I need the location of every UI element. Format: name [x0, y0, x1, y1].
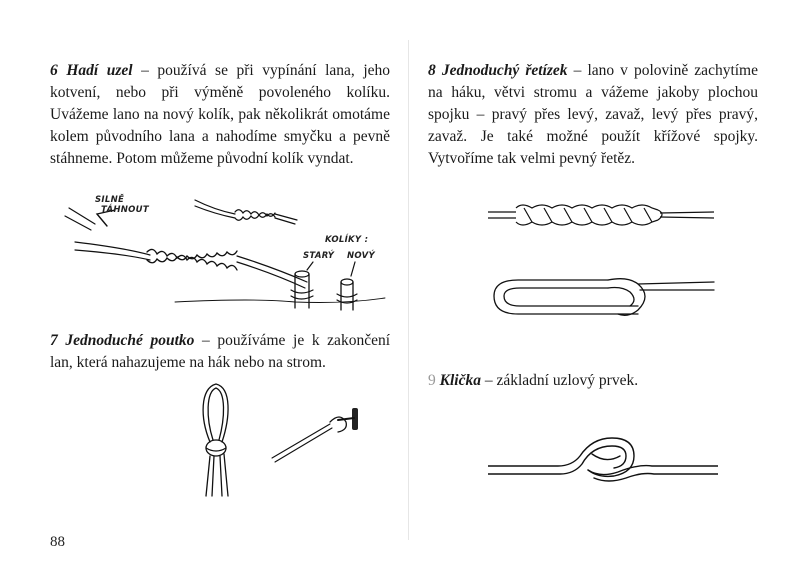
- label-silne: SILNĚ: [95, 195, 125, 205]
- klicka-knot-illustration: [488, 420, 718, 500]
- paragraph-jednoduche-poutko: [50, 330, 390, 374]
- item-title: Jednoduché poutko: [65, 332, 195, 349]
- paragraph-hadi-uzel: [50, 60, 390, 170]
- page-number: 88: [50, 534, 65, 550]
- label-stary: STARÝ: [303, 251, 335, 261]
- retizek-braid-illustration: [488, 198, 718, 232]
- item-description: – základní uzlový prvek.: [480, 372, 639, 389]
- item-number: 9: [428, 372, 436, 389]
- label-tahnout: TÁHNOUT: [101, 205, 149, 215]
- paragraph-jednoduchy-retizek: [428, 60, 758, 170]
- item-number: 6: [50, 62, 58, 79]
- paragraph-klicka: [428, 370, 758, 392]
- item-description: – lano v polovině zachytíme na háku, větvi stromu a vážeme jakoby plochou spojku – pravý přes levý, zavaž, levý přes pravý, zavaž. Je také možné použít křížové spojky. Vytvoříme tak velmi pevný řetěz.: [428, 62, 758, 167]
- poutko-illustration: [180, 378, 390, 498]
- label-novy: NOVÝ: [347, 251, 375, 261]
- item-title: Klička: [439, 372, 481, 389]
- hadi-uzel-illustration: [55, 190, 395, 320]
- item-title: Jednoduchý řetízek: [441, 62, 568, 79]
- item-description: – používáme je k zakončení lan, která nahazujeme na hák nebo na strom.: [50, 332, 391, 371]
- item-number: 8: [428, 62, 436, 79]
- retizek-loop-illustration: [488, 262, 718, 332]
- item-title: Hadí uzel: [66, 62, 133, 79]
- item-number: 7: [50, 332, 58, 349]
- item-description: – používá se při vypínání lana, jeho kotvení, nebo při výměně povoleného kolíku. Uvážeme lano na nový kolík, pak několikrát omotáme kolem původního lana a nahodíme smyčku a pevně stáhneme. Potom můžeme původní kolík vyndat.: [50, 62, 391, 167]
- label-koliky: KOLÍKY :: [325, 235, 369, 245]
- column-divider: [408, 40, 409, 540]
